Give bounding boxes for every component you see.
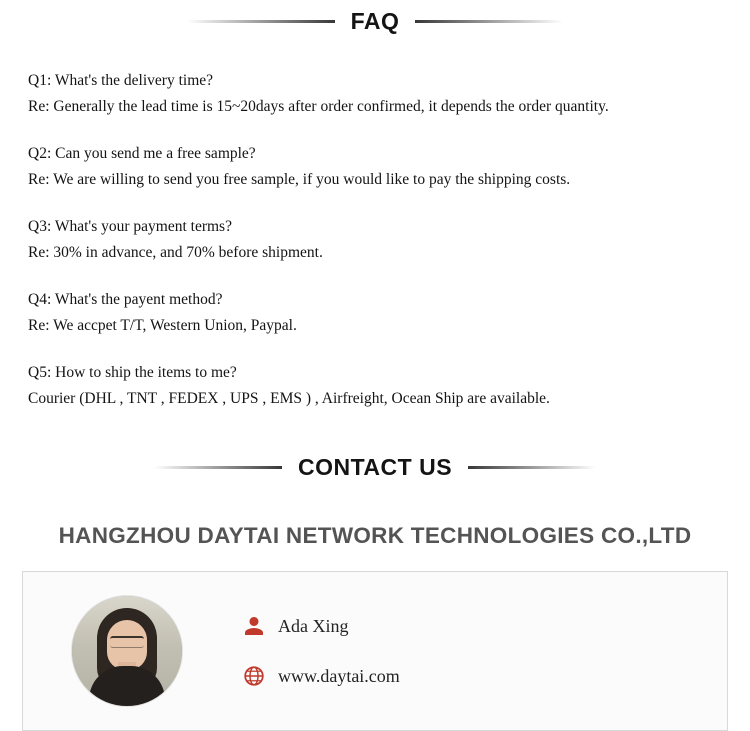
faq-section-heading xyxy=(0,0,750,35)
faq-item xyxy=(28,288,722,337)
faq-answer: Re: We accpet T/T, Western Union, Paypal. xyxy=(28,317,297,334)
contact-section xyxy=(0,454,750,731)
faq-item xyxy=(28,142,722,191)
faq-question: Q1: What's the delivery time? xyxy=(28,72,214,89)
company-name: HANGZHOU DAYTAI NETWORK TECHNOLOGIES CO.,LTD xyxy=(58,523,692,548)
contact-details xyxy=(243,615,400,687)
faq-answer: Re: Generally the lead time is 15~20days after order confirmed, it depends the order quantity. xyxy=(28,98,609,115)
faq-item xyxy=(28,215,722,264)
heading-rule-left xyxy=(187,20,335,23)
faq-question: Q2: Can you send me a free sample? xyxy=(28,145,256,162)
contact-title: CONTACT US xyxy=(297,454,453,480)
faq-question: Q4: What's the payent method? xyxy=(28,291,223,308)
person-icon xyxy=(243,615,265,637)
faq-item xyxy=(28,69,722,118)
faq-title: FAQ xyxy=(350,8,400,34)
contact-card xyxy=(22,571,728,731)
globe-icon xyxy=(243,665,265,687)
contact-person-row xyxy=(243,615,400,637)
contact-person-name: Ada Xing xyxy=(278,615,349,636)
faq-list xyxy=(0,35,750,410)
contact-website-row[interactable] xyxy=(243,665,400,687)
avatar xyxy=(71,595,183,707)
faq-answer: Re: We are willing to send you free sample, if you would like to pay the shipping costs. xyxy=(28,171,571,188)
faq-item xyxy=(28,361,722,410)
faq-answer: Re: 30% in advance, and 70% before shipment. xyxy=(28,244,323,261)
heading-rule-right xyxy=(415,20,563,23)
faq-question: Q3: What's your payment terms? xyxy=(28,218,232,235)
contact-website[interactable]: www.daytai.com xyxy=(278,665,400,686)
faq-answer: Courier (DHL , TNT , FEDEX , UPS , EMS ) , Airfreight, Ocean Ship are available. xyxy=(28,390,550,407)
contact-section-heading xyxy=(0,454,750,481)
heading-rule-left xyxy=(154,466,282,469)
faq-question: Q5: How to ship the items to me? xyxy=(28,364,237,381)
heading-rule-right xyxy=(468,466,596,469)
